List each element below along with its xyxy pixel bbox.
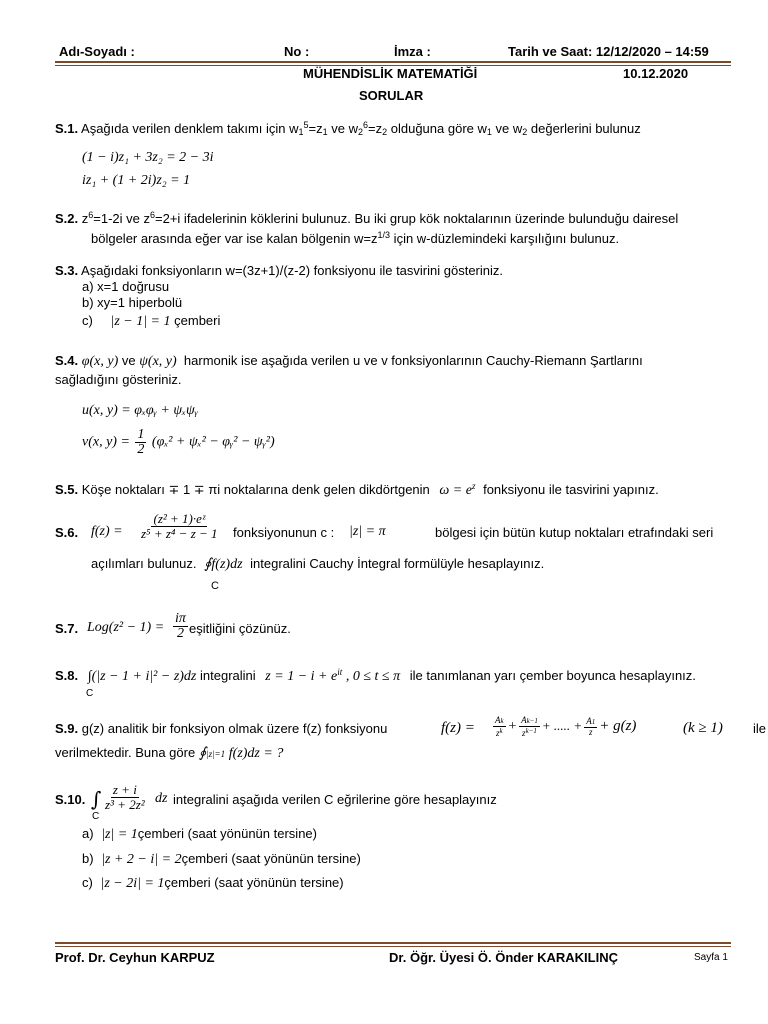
section-title: SORULAR [359,88,424,103]
q3-item-b: b) xy=1 hiperbolü [82,295,183,310]
date-time: Tarih ve Saat: 12/12/2020 – 14:59 [508,44,709,59]
q4-v-equation: v(x, y) = $\frac{1}{2}$ (φₓ² + ψₓ² − φᵧ² − ψᵧ²) [82,427,275,457]
question-5: S.5. Köşe noktaları ∓ 1 ∓ πi noktalarına denk gelen dikdörtgenin $\omega = e^z$ fonksiyonu ile tasvirini yapınız. [55,481,659,498]
name-label: Adı-Soyadı : [59,44,135,59]
q4-u-equation: u(x, y) = φₓφᵧ + ψₓψᵧ [82,403,198,418]
q1-equation-1: (1 − i)z₁ + 3z₂ = 2 − 3i [82,150,214,165]
question-2-line-2: bölgeler arasında eğer var ise kalan bölgenin $w=z^{1/3}$ için w-düzlemindeki karşılığını bulunuz. [91,230,620,246]
question-9: S.9. g(z) analitik bir fonksiyon olmak üzere f(z) fonksiyonu f(z) = $\frac{Ak}{z^k}$ + $\frac{Ak-1}{z^{k-1}}$ + ..... + $\frac{A1}{z}$ + g(z) (k ≥ 1) ile [55,715,767,738]
question-1: S.1. Aşağıda verilen denklem takımı için $w_1^5=z_1$ ve $w_2^6=z_2$ olduğuna göre $w_1$ ve $w_2$ değerlerini bulunuz [55,120,641,137]
exam-date: 10.12.2020 [623,66,689,81]
question-4: S.4. φ(x, y) ve ψ(x, y) harmonik ise aşağıda verilen u ve v fonksiyonlarının Cauchy-Riemann Şartlarını [55,353,643,369]
course-title: MÜHENDİSLİK MATEMATİĞİ [303,66,478,81]
page-number: Sayfa 1 [694,952,728,963]
footer-rule [55,942,731,947]
question-3: S.3. Aşağıdaki fonksiyonların w=(3z+1)/(z-2) fonksiyonu ile tasvirini gösteriniz. [55,263,503,278]
q3-item-c: c) |z − 1| = 1 çemberi [82,313,221,329]
q1-equation-2: iz₁ + (1 + 2i)z₂ = 1 [82,173,191,188]
q3-item-a: a) x=1 doğrusu [82,279,170,294]
q8-contour-label: C [86,688,94,699]
q10-item-c: c) |z − 2i| = 1çemberi (saat yönünün tersine) [82,875,344,891]
q10-item-b: b) |z + 2 − i| = 2çemberi (saat yönünün tersine) [82,851,361,867]
question-9-line-2: verilmektedir. Buna göre ∮|z|=1 f(z)dz = ? [55,745,284,761]
question-8: S.8. ∫(|z − 1 + i|² − z)dz integralini $z = 1 - i + e^{it}$ , 0 ≤ t ≤ π ile tanımlanan yarı çember boyunca hesaplayınız. [55,667,696,684]
question-4-line-2: sağladığını gösteriniz. [55,372,182,387]
signature-label: İmza : [394,44,431,59]
q10-contour-label: C [92,811,100,822]
no-label: No : [284,44,310,59]
question-6-line-2: açılımları bulunuz. ∮f(z)dz integralini Cauchy İntegral formülüyle hesaplayınız. [91,556,545,572]
q6-contour-label: C [211,580,219,592]
q10-item-a: a) |z| = 1çemberi (saat yönünün tersine) [82,826,317,842]
footer-right-author: Dr. Öğr. Üyesi Ö. Önder KARAKILINÇ [389,950,618,965]
footer-left-author: Prof. Dr. Ceyhun KARPUZ [55,950,215,965]
question-2: S.2. $z^6=1-2i$ ve $z^6=2+i$ ifadelerinin köklerini bulunuz. Bu iki grup kök noktalarının üzerinde bulunduğu dairesel [55,210,679,226]
